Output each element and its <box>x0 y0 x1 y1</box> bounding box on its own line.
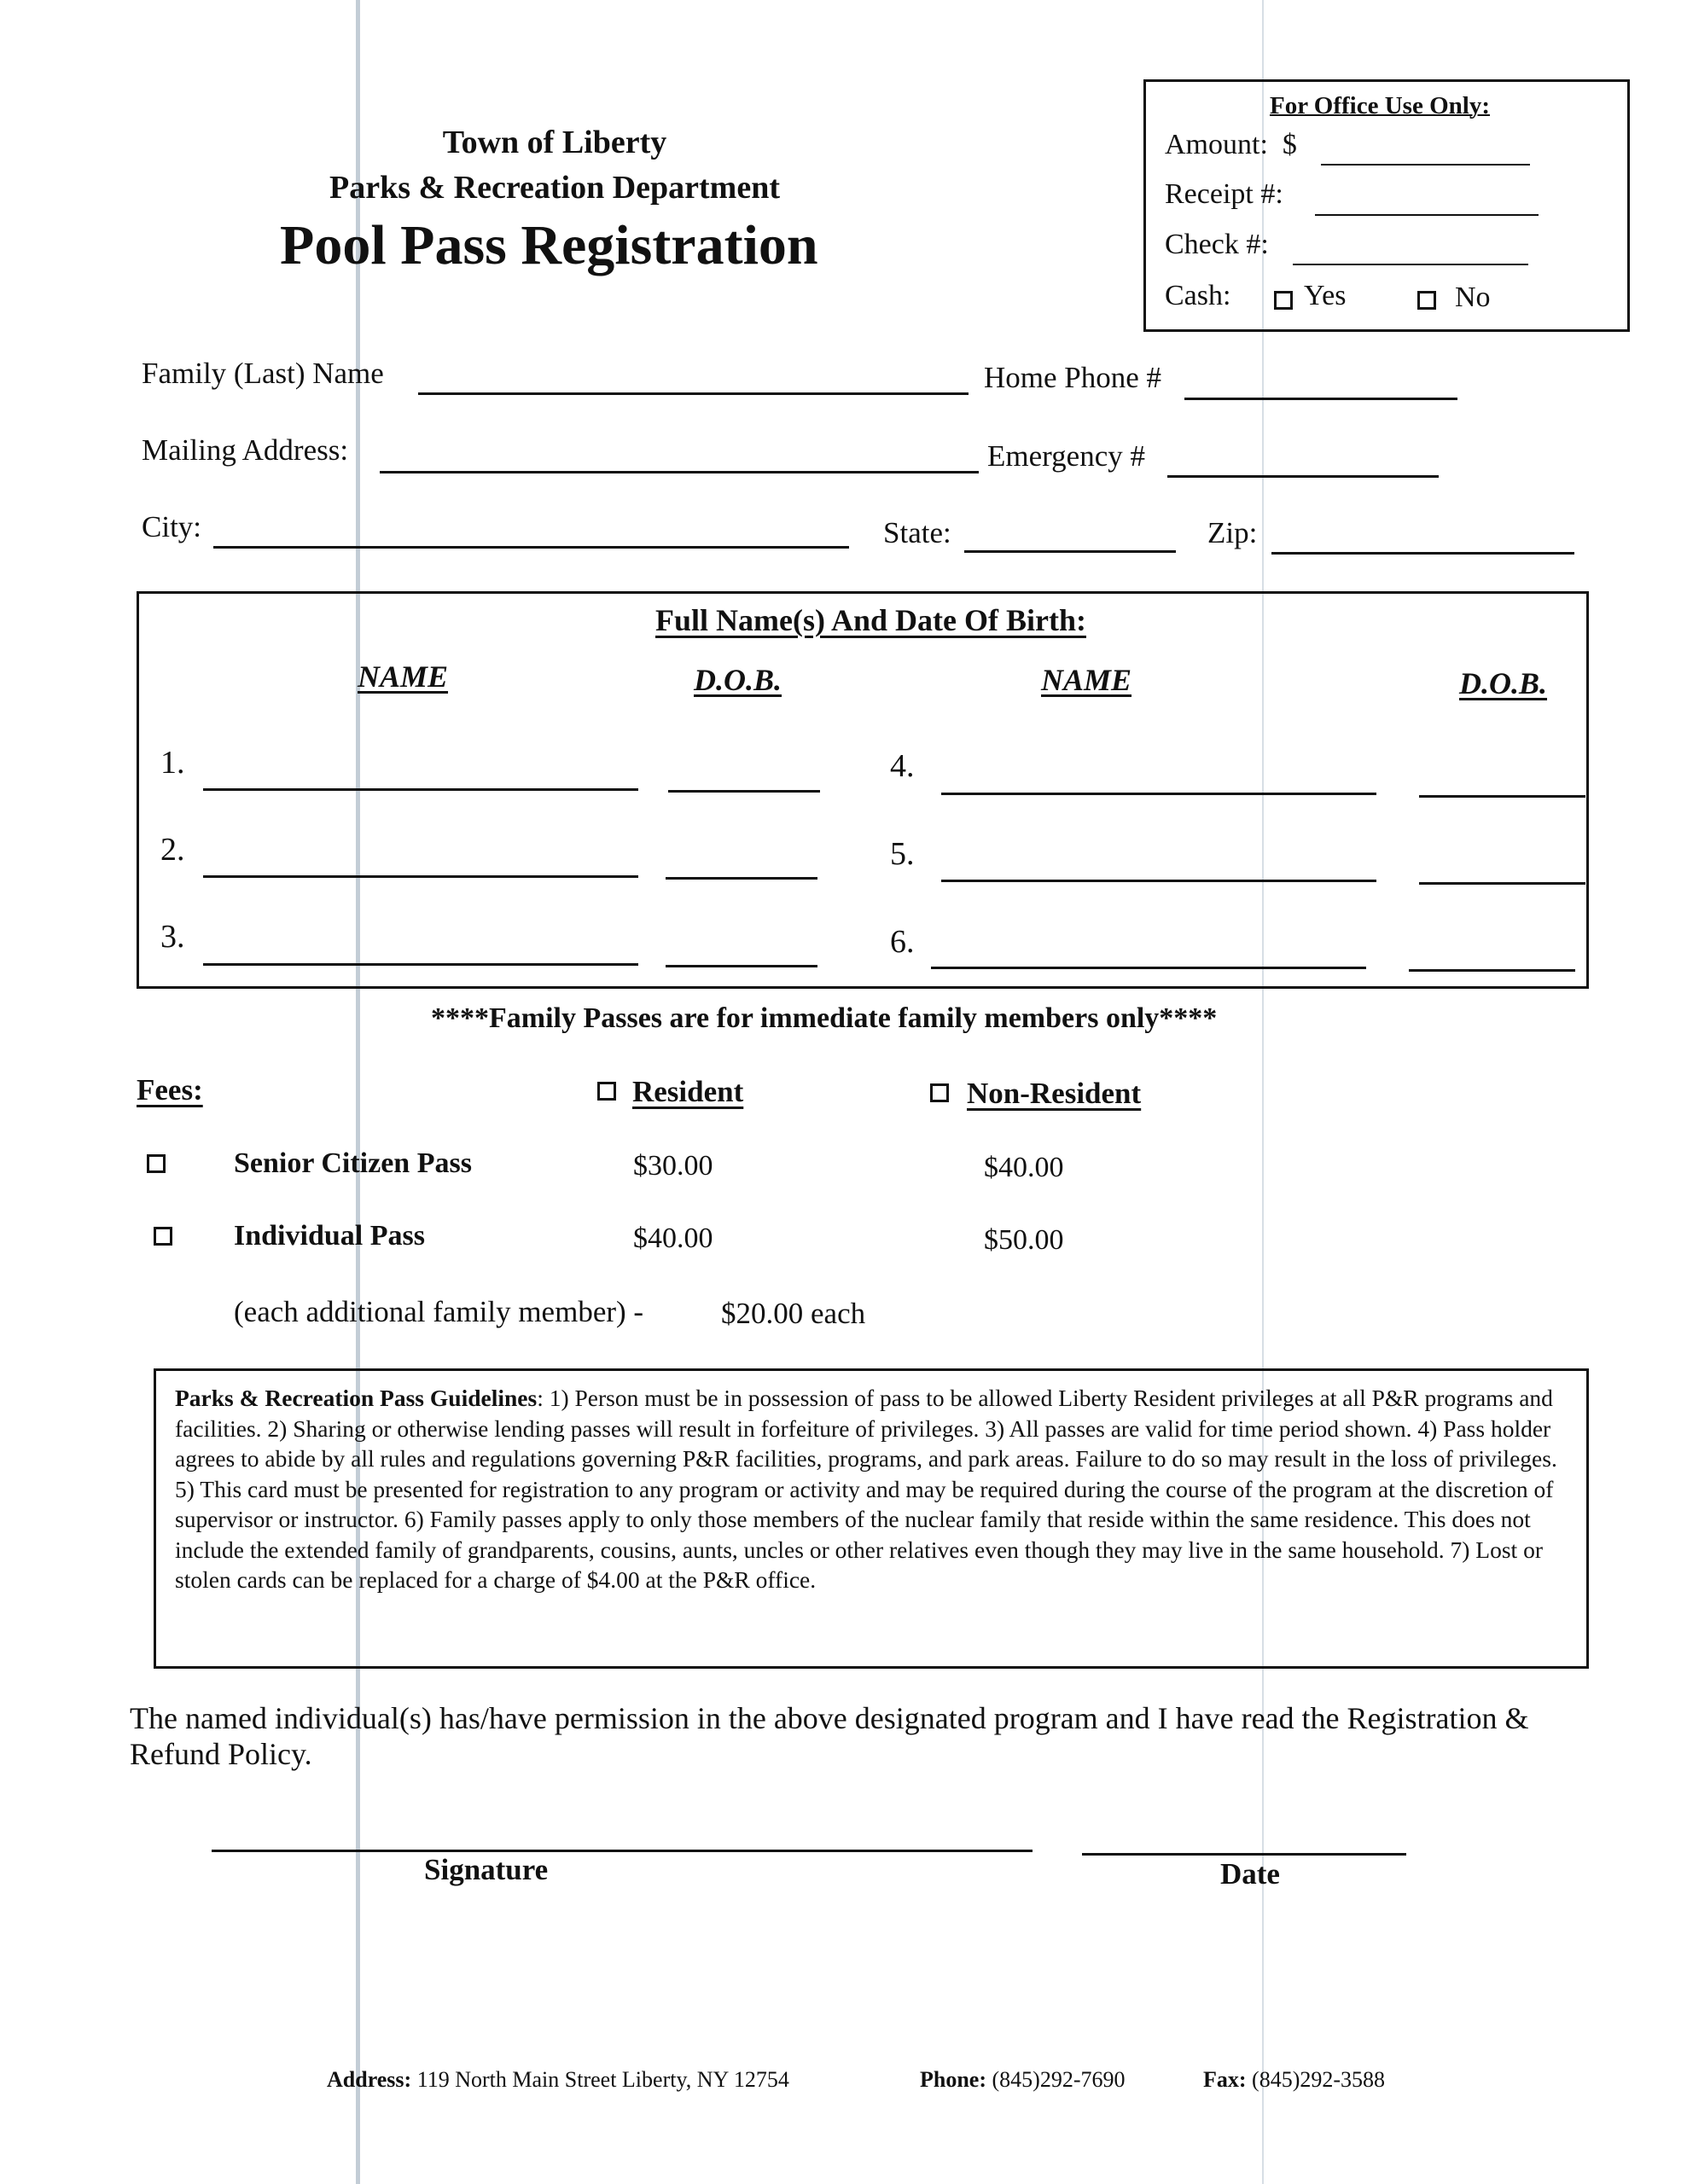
fee-nonresident-price: $40.00 <box>984 1152 1064 1183</box>
member-2-dob-field[interactable] <box>666 877 817 880</box>
emergency-field[interactable] <box>1167 475 1439 478</box>
fee-nonresident-price: $50.00 <box>984 1224 1064 1256</box>
office-use-box <box>1143 79 1630 332</box>
page-title: Pool Pass Registration <box>280 214 818 276</box>
zip-field[interactable] <box>1271 552 1574 555</box>
member-2-name-field[interactable] <box>203 875 638 878</box>
member-1-dob-field[interactable] <box>668 790 820 793</box>
nonresident-checkbox[interactable] <box>930 1083 949 1102</box>
member-6-name-field[interactable] <box>931 967 1366 969</box>
individual-pass-checkbox[interactable] <box>154 1227 172 1246</box>
footer-phone: Phone: (845)292-7690 <box>920 2067 1126 2092</box>
member-row-number: 5. <box>890 836 915 872</box>
fee-item-name: Individual Pass <box>234 1220 425 1252</box>
date-field[interactable] <box>1082 1853 1406 1856</box>
col-name-1: NAME <box>358 659 449 694</box>
cash-yes-label: Yes <box>1304 280 1347 311</box>
member-3-dob-field[interactable] <box>666 965 817 967</box>
family-pass-notice: ****Family Passes are for immediate family members only**** <box>431 1002 1218 1034</box>
fee-item-name: Senior Citizen Pass <box>234 1147 472 1179</box>
member-row-number: 1. <box>160 745 185 781</box>
cash-no-label: No <box>1455 282 1491 313</box>
city-field[interactable] <box>213 546 849 549</box>
member-5-dob-field[interactable] <box>1419 882 1585 885</box>
amount-label: Amount: $ <box>1165 129 1297 160</box>
amount-field[interactable] <box>1321 164 1530 166</box>
resident-label: Resident <box>632 1075 744 1108</box>
mailing-address-label: Mailing Address: <box>142 433 349 467</box>
members-title: Full Name(s) And Date Of Birth: <box>655 603 1086 637</box>
receipt-label: Receipt #: <box>1165 178 1283 210</box>
member-4-dob-field[interactable] <box>1419 795 1585 798</box>
member-row-number: 6. <box>890 924 915 960</box>
col-dob-1: D.O.B. <box>694 663 782 697</box>
mailing-address-field[interactable] <box>380 471 979 473</box>
header-town: Town of Liberty <box>442 125 667 160</box>
receipt-field[interactable] <box>1315 214 1539 216</box>
member-row-number: 4. <box>890 748 915 784</box>
senior-pass-checkbox[interactable] <box>147 1154 166 1173</box>
col-name-2: NAME <box>1041 663 1132 697</box>
additional-member-price: $20.00 each <box>721 1297 866 1330</box>
pass-guidelines-box <box>154 1368 1589 1669</box>
col-dob-2: D.O.B. <box>1459 666 1548 700</box>
header-department: Parks & Recreation Department <box>329 170 780 206</box>
fee-resident-price: $40.00 <box>633 1223 713 1254</box>
family-name-field[interactable] <box>418 392 969 395</box>
fee-resident-price: $30.00 <box>633 1150 713 1182</box>
pass-guidelines-text: Parks & Recreation Pass Guidelines: 1) Person must be in possession of pass to be allowed Liberty Resident privileges at all P&R programs and facilities. 2) Sharing or otherwise lending passes will result in forfeiture of privileges. 3) All passes are valid for time period shown. 4) Pass holder agrees to abide by all rules and regulations governing P&R facilities, programs, and park areas. Failure to do so may result in the loss of privileges. 5) This card must be presented for registration to any program or activity and may be required during the course of the program at the discretion of supervisor or instructor. 6) Family passes apply to only those members of the nuclear family that reside within the same residence. This does not include the extended family of grandparents, cousins, aunts, uncles or other relatives even though they may live in the same household. 7) Lost or stolen cards can be replaced for a charge of $4.00 at the P&R office. <box>175 1385 1557 1593</box>
state-label: State: <box>883 516 951 549</box>
nonresident-label: Non-Resident <box>967 1077 1142 1110</box>
cash-label: Cash: <box>1165 280 1231 311</box>
member-row-number: 2. <box>160 832 185 868</box>
home-phone-label: Home Phone # <box>984 361 1162 394</box>
signature-label: Signature <box>424 1853 549 1886</box>
consent-statement: The named individual(s) has/have permission in the above designated program and I have read the Registration & Refund Policy. <box>130 1701 1529 1771</box>
member-6-dob-field[interactable] <box>1409 969 1575 972</box>
home-phone-field[interactable] <box>1184 398 1457 400</box>
family-name-label: Family (Last) Name <box>142 357 384 390</box>
additional-member-label: (each additional family member) - <box>234 1295 644 1328</box>
office-use-title: For Office Use Only: <box>1270 92 1490 119</box>
check-field[interactable] <box>1293 264 1528 265</box>
guidelines-heading: Parks & Recreation Pass Guidelines <box>175 1385 538 1411</box>
fees-label: Fees: <box>137 1073 203 1107</box>
emergency-label: Emergency # <box>987 439 1145 473</box>
footer-address: Address: 119 North Main Street Liberty, NY 12754 <box>327 2067 789 2092</box>
cash-yes-checkbox[interactable] <box>1274 291 1293 310</box>
member-4-name-field[interactable] <box>941 793 1376 795</box>
member-3-name-field[interactable] <box>203 963 638 966</box>
city-label: City: <box>142 510 202 543</box>
signature-field[interactable] <box>212 1850 1033 1852</box>
check-label: Check #: <box>1165 229 1269 260</box>
zip-label: Zip: <box>1207 516 1258 549</box>
member-row-number: 3. <box>160 919 185 955</box>
scan-line-artifact <box>356 0 360 2184</box>
date-label: Date <box>1220 1857 1280 1891</box>
state-field[interactable] <box>964 550 1176 553</box>
footer-fax: Fax: (845)292-3588 <box>1203 2067 1386 2092</box>
member-5-name-field[interactable] <box>941 880 1376 882</box>
resident-checkbox[interactable] <box>597 1082 616 1101</box>
member-1-name-field[interactable] <box>203 788 638 791</box>
cash-no-checkbox[interactable] <box>1417 291 1436 310</box>
family-members-box <box>137 591 1589 989</box>
